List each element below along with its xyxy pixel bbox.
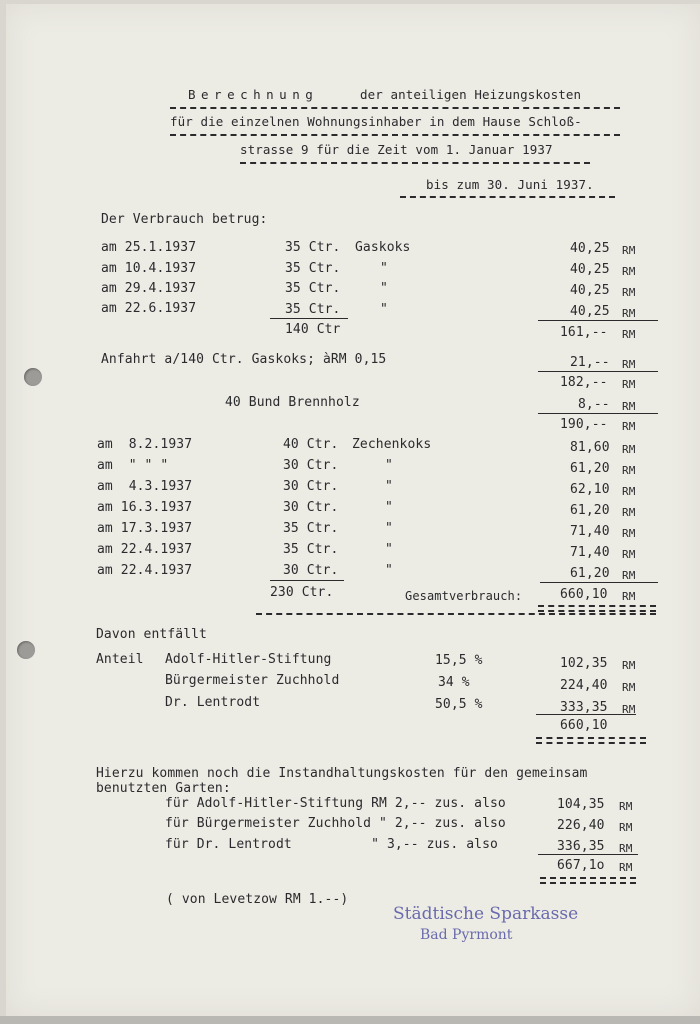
title-line-3: strasse 9 für die Zeit vom 1. Januar 1937	[240, 142, 553, 157]
row-date: am 29.4.1937	[101, 281, 197, 296]
row-item: "	[380, 302, 388, 317]
stamp-line-1: Städtische Sparkasse	[393, 904, 579, 924]
row-unit: RM	[622, 485, 636, 498]
anfahrt-text: Anfahrt a/140 Ctr. Gaskoks; àRM 0,15	[101, 352, 387, 367]
garden-amount: 336,35	[557, 839, 605, 854]
gesamt-unit: RM	[622, 590, 636, 603]
row-amount: 71,40	[570, 524, 610, 539]
anfahrt-amount: 21,--	[570, 355, 610, 370]
sum-line	[270, 580, 344, 581]
row-item: "	[385, 500, 393, 515]
row-qty: 30 Ctr.	[283, 458, 339, 473]
subtotal-unit: RM	[622, 378, 636, 391]
row-amount: 71,40	[570, 545, 610, 560]
subtotal-amount: 182,--	[560, 375, 608, 390]
instand-text: Hierzu kommen noch die Instandhaltungskosten für den gemeinsam	[96, 766, 588, 781]
row-unit: RM	[622, 443, 636, 456]
row-qty: 35 Ctr.	[283, 521, 339, 536]
title-line-4: bis zum 30. Juni 1937.	[426, 177, 594, 192]
share-name: Dr. Lentrodt	[165, 695, 261, 710]
title-word: Berechnung	[188, 87, 319, 102]
total-amount: 161,--	[560, 325, 608, 340]
garden-amount: 104,35	[557, 797, 605, 812]
garden-total-unit: RM	[619, 861, 633, 874]
title-underline	[400, 196, 615, 198]
sum-line	[536, 714, 636, 715]
sum-line	[540, 582, 658, 583]
row-date: am 22.4.1937	[97, 542, 193, 557]
scan-background	[0, 1016, 700, 1024]
row-date: am 17.3.1937	[97, 521, 193, 536]
title-underline	[170, 134, 620, 136]
stamp-line-2: Bad Pyrmont	[420, 927, 513, 943]
row-amount: 40,25	[570, 262, 610, 277]
row-item: "	[385, 521, 393, 536]
davon-label: Davon entfällt	[96, 627, 207, 642]
row-amount: 62,10	[570, 482, 610, 497]
garden-amount: 226,40	[557, 818, 605, 833]
row-unit: RM	[622, 464, 636, 477]
garden-text: für Bürgermeister Zuchhold " 2,-- zus. also	[165, 816, 506, 831]
row-amount: 61,20	[570, 503, 610, 518]
row-item: Zechenkoks	[352, 437, 432, 452]
row-amount: 40,25	[570, 241, 610, 256]
separator-line	[256, 613, 656, 615]
instand-text: benutzten Garten:	[96, 781, 231, 796]
sum-line	[538, 413, 658, 414]
garden-text: für Dr. Lentrodt " 3,-- zus. also	[165, 837, 498, 852]
double-underline	[540, 877, 636, 884]
anteil-label: Anteil	[96, 652, 144, 667]
row-unit: RM	[622, 506, 636, 519]
row-item: "	[385, 563, 393, 578]
title-underline	[170, 107, 620, 109]
share-name: Bürgermeister Zuchhold	[165, 673, 340, 688]
row-qty: 30 Ctr.	[283, 479, 339, 494]
share-percent: 34 %	[438, 675, 470, 690]
row-date: am 8.2.1937	[97, 437, 193, 452]
row-item: "	[380, 261, 388, 276]
share-name: Adolf-Hitler-Stiftung	[165, 652, 332, 667]
row-amount: 40,25	[570, 304, 610, 319]
sum-line	[270, 318, 348, 319]
row-unit: RM	[622, 548, 636, 561]
row-date: am 4.3.1937	[97, 479, 193, 494]
row-qty: 35 Ctr.	[285, 240, 341, 255]
share-unit: RM	[622, 659, 636, 672]
share-amount: 102,35	[560, 656, 608, 671]
row-date: am " " "	[97, 458, 169, 473]
row-item: "	[385, 458, 393, 473]
row-date: am 25.1.1937	[101, 240, 197, 255]
row-item: "	[385, 479, 393, 494]
row-unit: RM	[622, 569, 636, 582]
row-unit: RM	[622, 244, 636, 257]
title-line-1: der anteiligen Heizungskosten	[360, 87, 582, 102]
anfahrt-unit: RM	[622, 358, 636, 371]
sum-line	[538, 371, 658, 372]
garden-unit: RM	[619, 821, 633, 834]
share-unit: RM	[622, 703, 636, 716]
row-unit: RM	[622, 286, 636, 299]
total-qty: 140 Ctr	[285, 322, 341, 337]
row-item: "	[380, 281, 388, 296]
gesamt-amount: 660,10	[560, 587, 608, 602]
share-percent: 15,5 %	[435, 653, 483, 668]
row-unit: RM	[622, 527, 636, 540]
title-underline	[240, 162, 590, 164]
row-qty: 35 Ctr.	[285, 302, 341, 317]
total-unit: RM	[622, 328, 636, 341]
row-amount: 40,25	[570, 283, 610, 298]
row-item: Gaskoks	[355, 240, 411, 255]
row-amount: 61,20	[570, 461, 610, 476]
brennholz-amount: 8,--	[578, 397, 610, 412]
row-qty: 35 Ctr.	[285, 261, 341, 276]
row-date: am 10.4.1937	[101, 261, 197, 276]
garden-unit: RM	[619, 842, 633, 855]
row-qty: 30 Ctr.	[283, 563, 339, 578]
shares-total-amount: 660,10	[560, 718, 608, 733]
row-amount: 61,20	[570, 566, 610, 581]
garden-total-amount: 667,1o	[557, 858, 605, 873]
gesamt-label: Gesamtverbrauch:	[405, 589, 523, 603]
punch-hole	[17, 641, 35, 659]
row-qty: 35 Ctr.	[283, 542, 339, 557]
row-date: am 22.6.1937	[101, 301, 197, 316]
levetzow-note: ( von Levetzow RM 1.--)	[166, 892, 349, 907]
brennholz-unit: RM	[622, 400, 636, 413]
subtotal-amount: 190,--	[560, 417, 608, 432]
gesamt-qty: 230 Ctr.	[270, 585, 334, 600]
title-line-2: für die einzelnen Wohnungsinhaber in dem Hause Schloß-	[170, 114, 582, 129]
punch-hole	[24, 368, 42, 386]
sum-line	[538, 854, 638, 855]
row-date: am 16.3.1937	[97, 500, 193, 515]
brennholz-text: 40 Bund Brennholz	[225, 395, 360, 410]
row-unit: RM	[622, 307, 636, 320]
share-unit: RM	[622, 681, 636, 694]
row-qty: 35 Ctr.	[285, 281, 341, 296]
sum-line	[538, 320, 658, 321]
section-label: Der Verbrauch betrug:	[101, 212, 268, 227]
double-underline	[536, 737, 646, 744]
share-amount: 333,35	[560, 700, 608, 715]
garden-unit: RM	[619, 800, 633, 813]
row-amount: 81,60	[570, 440, 610, 455]
subtotal-unit: RM	[622, 420, 636, 433]
row-qty: 40 Ctr.	[283, 437, 339, 452]
double-underline	[538, 605, 656, 612]
share-percent: 50,5 %	[435, 697, 483, 712]
share-amount: 224,40	[560, 678, 608, 693]
row-date: am 22.4.1937	[97, 563, 193, 578]
row-qty: 30 Ctr.	[283, 500, 339, 515]
garden-text: für Adolf-Hitler-Stiftung RM 2,-- zus. also	[165, 796, 506, 811]
row-item: "	[385, 542, 393, 557]
row-unit: RM	[622, 265, 636, 278]
